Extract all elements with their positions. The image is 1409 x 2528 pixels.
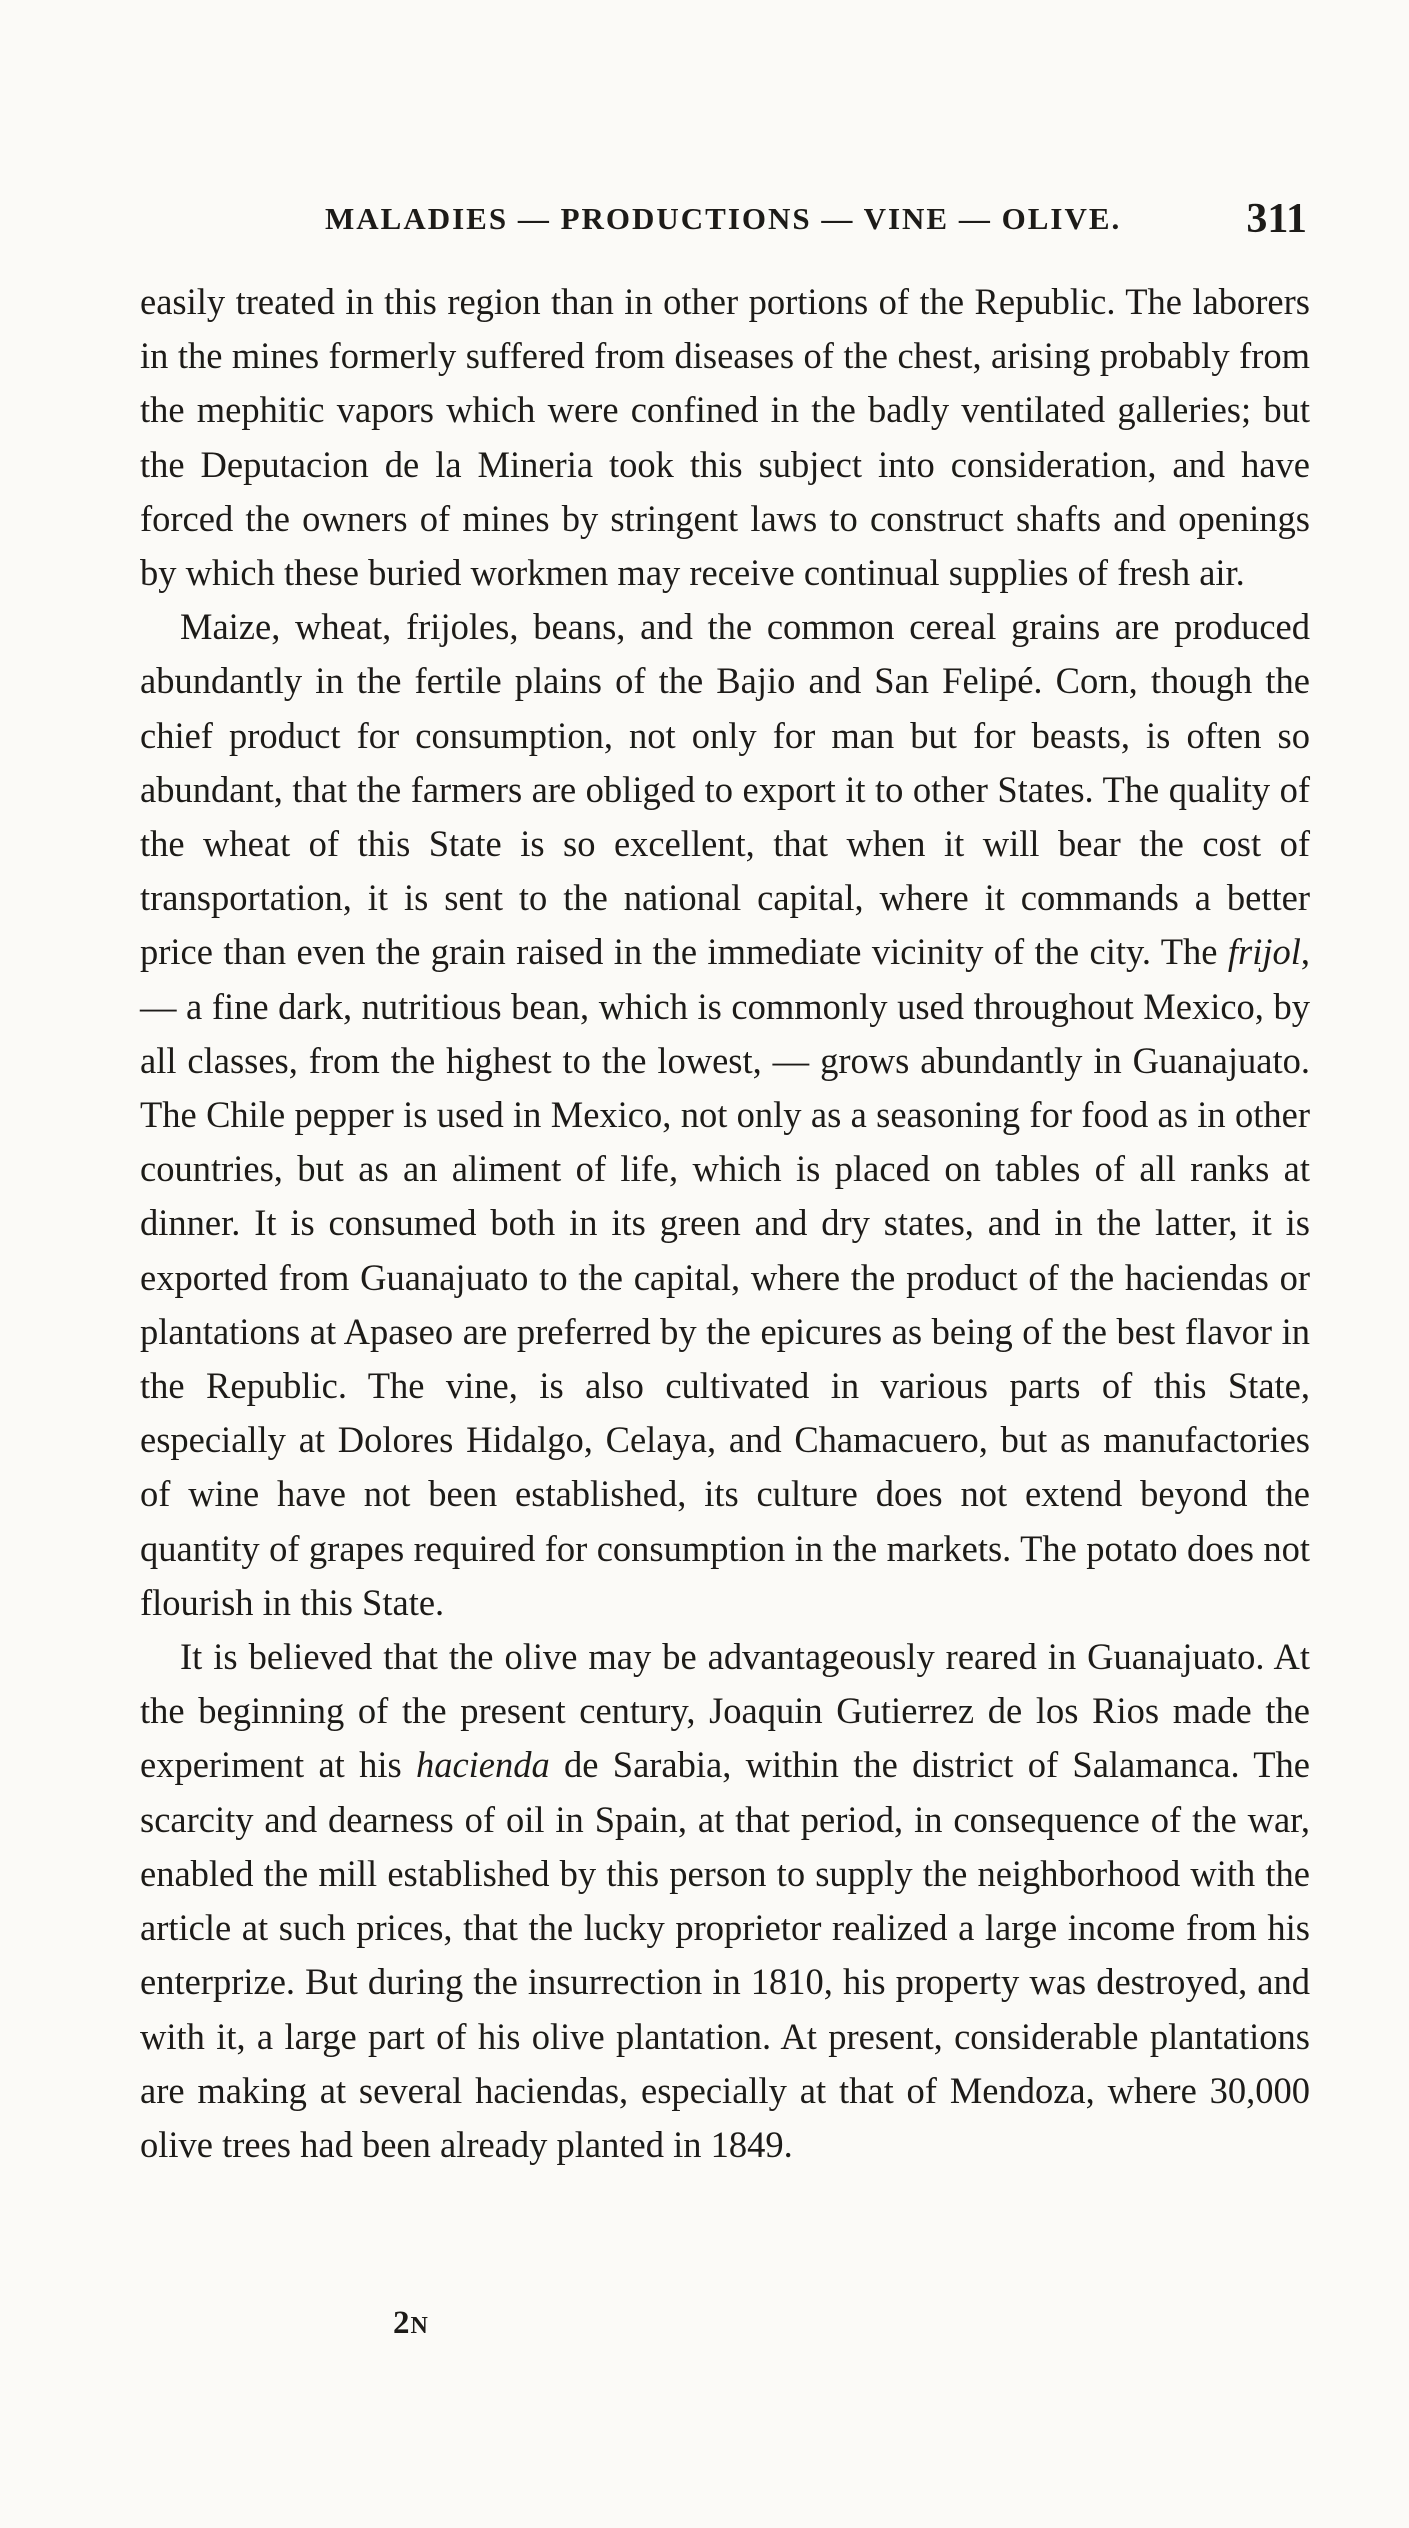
running-title: MALADIES — PRODUCTIONS — VINE — OLIVE.: [325, 201, 1122, 236]
paragraph-2-text-b: , — a fine dark, nutritious bean, which is commonly used throughout Mexico, by all classes, from the highest to the lowest, — grows abundantly in Guanajuato. The Chile pepper is used in Mexico, not only as a seasoning for food as in other countries, but as an aliment of life, which is placed on tables of all ranks at dinner. It is consumed both in its green and dry states, and in the latter, it is exported from Guanajuato to the capital, where the product of the haciendas or plantations at Apaseo are preferred by the epicures as being of the best flavor in the Republic. The vine, is also cultivated in various parts of this State, especially at Dolores Hidalgo, Celaya, and Chamacuero, but as manufactories of wine have not been established, its culture does not extend beyond the quantity of grapes required for consumption in the markets. The potato does not flourish in this State.: [140, 931, 1310, 1623]
paragraph-2-text-a: Maize, wheat, frijoles, beans, and the common cereal grains are produced abundantly in the fertile plains of the Bajio and San Felipé. Corn, though the chief product for consumption, not only for man but for beasts, is often so abundant, that the farmers are obliged to export it to other States. The quality of the wheat of this State is so excellent, that when it will bear the cost of transportation, it is sent to the national capital, where it commands a better price than even the grain raised in the immediate vicinity of the city. The: [140, 606, 1310, 973]
paragraph-1-text: easily treated in this region than in other portions of the Republic. The laborers in the mines formerly suffered from diseases of the chest, arising probably from the mephitic vapors which were confined in the badly ventilated galleries; but the Deputacion de la Mineria took this subject into consideration, and have forced the owners of mines by stringent laws to construct shafts and openings by which these buried workmen may receive continual supplies of fresh air.: [140, 281, 1310, 594]
page-number: 311: [1246, 196, 1307, 242]
signature-mark: [393, 2305, 429, 2342]
signature-number: 2: [393, 2305, 411, 2341]
running-head: [140, 195, 1315, 245]
paragraph-3-text-a: It is believed that the olive may be advantageously reared in Guanajuato. At the beginning of the present century, Joaquin Gutierrez de los Rios made the experiment at his: [140, 1636, 1310, 1786]
italic-term-frijol: frijol: [1227, 931, 1301, 973]
paragraph-2: [140, 600, 1310, 1630]
body-text: [140, 275, 1310, 2172]
italic-term-hacienda: hacienda: [415, 1744, 550, 1786]
paragraph-1: [140, 275, 1310, 600]
paragraph-3: [140, 1630, 1310, 2172]
signature-letter: N: [410, 2313, 429, 2339]
book-page: [140, 0, 1315, 2528]
paragraph-3-text-b: de Sarabia, within the district of Salamanca. The scarcity and dearness of oil in Spain, at that period, in consequence of the war, enabled the mill established by this person to supply the neighborhood with the article at such prices, that the lucky proprietor realized a large income from his enterprize. But during the insurrection in 1810, his property was destroyed, and with it, a large part of his olive plantation. At present, considerable plantations are making at several haciendas, especially at that of Mendoza, where 30,000 olive trees had been already planted in 1849.: [140, 1744, 1310, 2165]
